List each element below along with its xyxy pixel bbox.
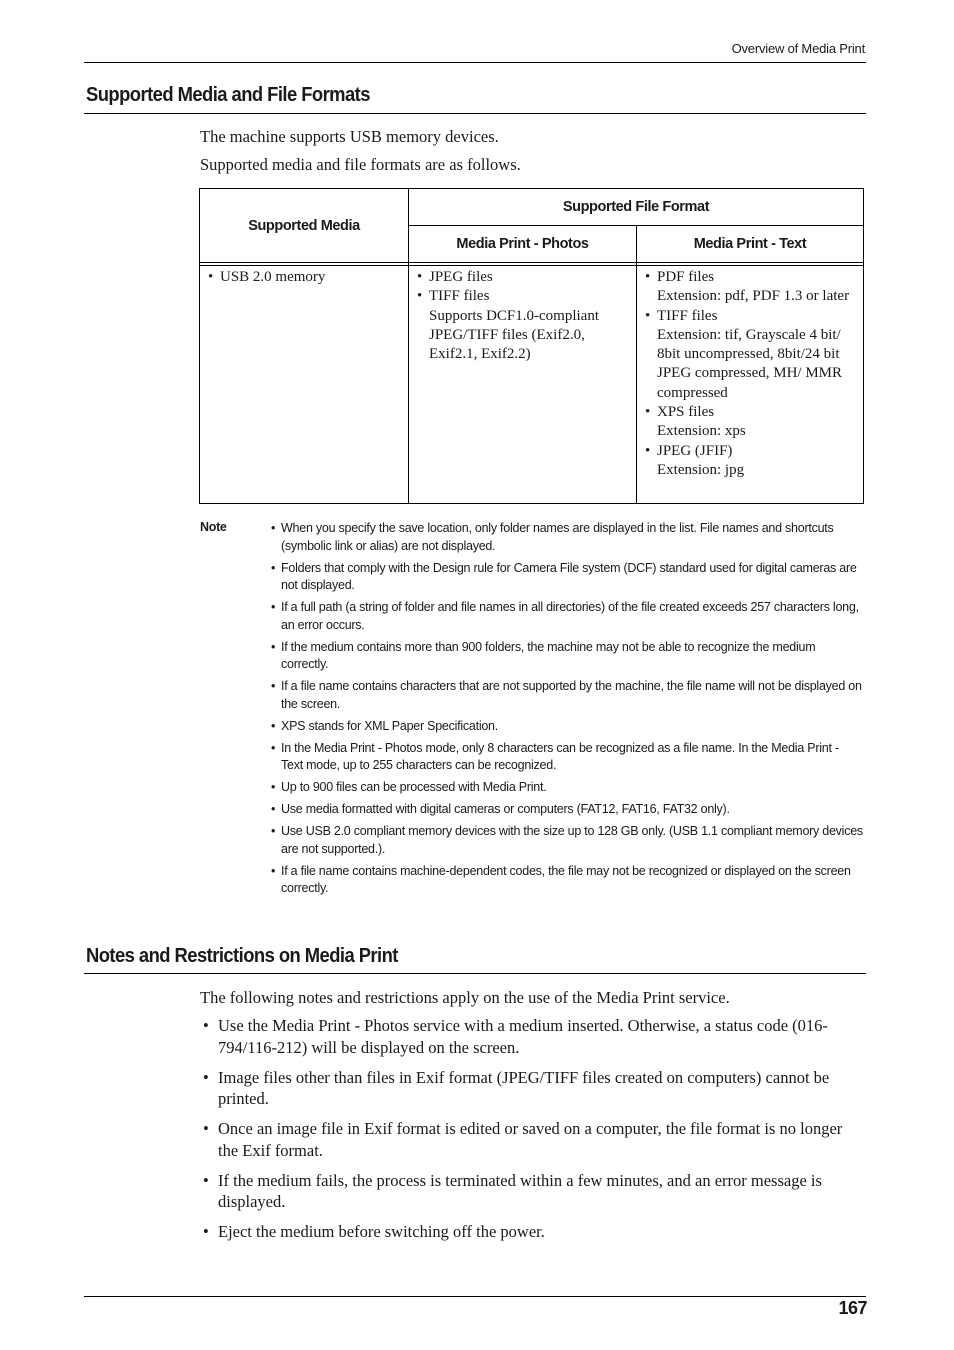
list-item: • Once an image file in Exif format is edited or saved on a computer, the file format is no longer the Exif format. bbox=[200, 1118, 866, 1161]
header-media-print-photos: Media Print - Photos bbox=[409, 226, 637, 263]
list-item: • TIFF files bbox=[417, 287, 632, 306]
section-rule bbox=[84, 973, 866, 974]
note-item: • Use USB 2.0 compliant memory devices with the size up to 128 GB only. (USB 1.1 compliant memory devices are not supported.). bbox=[271, 823, 863, 858]
list-item: • JPEG (JFIF) bbox=[645, 442, 859, 461]
list-item: • If the medium fails, the process is terminated within a few minutes, and an error message is displayed. bbox=[200, 1170, 866, 1213]
list-item: • TIFF files bbox=[645, 307, 859, 326]
header-rule bbox=[84, 62, 866, 63]
note-item: • Use media formatted with digital cameras or computers (FAT12, FAT16, FAT32 only). bbox=[271, 801, 863, 819]
item-detail: Extension: pdf, PDF 1.3 or later bbox=[657, 288, 850, 305]
list-item: • PDF files bbox=[645, 268, 859, 287]
list-item: • Eject the medium before switching off the power. bbox=[200, 1221, 866, 1243]
cell-media-print-photos bbox=[409, 266, 637, 504]
cell-supported-media bbox=[200, 266, 409, 504]
section-rule bbox=[84, 113, 866, 114]
list-item: • Image files other than files in Exif format (JPEG/TIFF files created on computers) cannot be printed. bbox=[200, 1067, 866, 1110]
intro-paragraph: Supported media and file formats are as follows. bbox=[200, 155, 521, 174]
item-detail: Supports DCF1.0-compliant JPEG/TIFF files (Exif2.0, Exif2.1, Exif2.2) bbox=[429, 307, 600, 363]
supported-formats-table bbox=[199, 188, 864, 504]
list-item: • XPS files bbox=[645, 403, 859, 422]
intro-paragraph: The following notes and restrictions apply on the use of the Media Print service. bbox=[200, 988, 730, 1007]
table-row bbox=[200, 266, 864, 504]
note-item: • If a file name contains characters that are not supported by the machine, the file name will not be displayed on the screen. bbox=[271, 678, 863, 713]
list-item: • Use the Media Print - Photos service with a medium inserted. Otherwise, a status code (016-794/116-212) will be displayed on the screen. bbox=[200, 1015, 866, 1058]
list-item: • JPEG files bbox=[417, 268, 632, 287]
note-item: • When you specify the save location, only folder names are displayed in the list. File names and shortcuts (symbolic link or alias) are not displayed. bbox=[271, 520, 863, 555]
note-list bbox=[271, 520, 863, 902]
note-label: Note bbox=[200, 520, 227, 534]
note-item: • If a file name contains machine-dependent codes, the file may not be recognized or displayed on the screen correctly. bbox=[271, 863, 863, 898]
item-detail: Extension: xps bbox=[657, 423, 746, 440]
note-item: • Folders that comply with the Design rule for Camera File system (DCF) standard used for digital cameras are not displayed. bbox=[271, 560, 863, 595]
header-supported-file-format: Supported File Format bbox=[409, 189, 864, 226]
header-supported-media: Supported Media bbox=[200, 189, 409, 263]
header-media-print-text: Media Print - Text bbox=[637, 226, 864, 263]
note-item: • XPS stands for XML Paper Specification. bbox=[271, 718, 863, 736]
running-header: Overview of Media Print bbox=[731, 41, 865, 56]
cell-media-print-text bbox=[637, 266, 864, 504]
section-title-notes-restrictions: Notes and Restrictions on Media Print bbox=[86, 945, 398, 967]
note-item: • If a full path (a string of folder and file names in all directories) of the file created exceeds 257 characters long, an error occurs. bbox=[271, 599, 863, 634]
note-item: • Up to 900 files can be processed with Media Print. bbox=[271, 779, 863, 797]
intro-paragraph: The machine supports USB memory devices. bbox=[200, 127, 499, 146]
restrictions-list bbox=[200, 1015, 866, 1251]
section-title-supported-media: Supported Media and File Formats bbox=[86, 84, 370, 106]
list-item: • USB 2.0 memory bbox=[208, 268, 404, 287]
item-detail: Extension: jpg bbox=[657, 461, 745, 478]
footer-rule bbox=[84, 1296, 866, 1297]
note-item: • If the medium contains more than 900 folders, the machine may not be able to recognize the medium correctly. bbox=[271, 639, 863, 674]
item-detail: Extension: tif, Grayscale 4 bit/ 8bit uncompressed, 8bit/24 bit JPEG compressed, MH/ MMR compressed bbox=[657, 326, 843, 401]
page-number: 167 bbox=[838, 1298, 867, 1318]
note-item: • In the Media Print - Photos mode, only 8 characters can be recognized as a file name. In the Media Print - Text mode, up to 255 characters can be recognized. bbox=[271, 740, 863, 775]
